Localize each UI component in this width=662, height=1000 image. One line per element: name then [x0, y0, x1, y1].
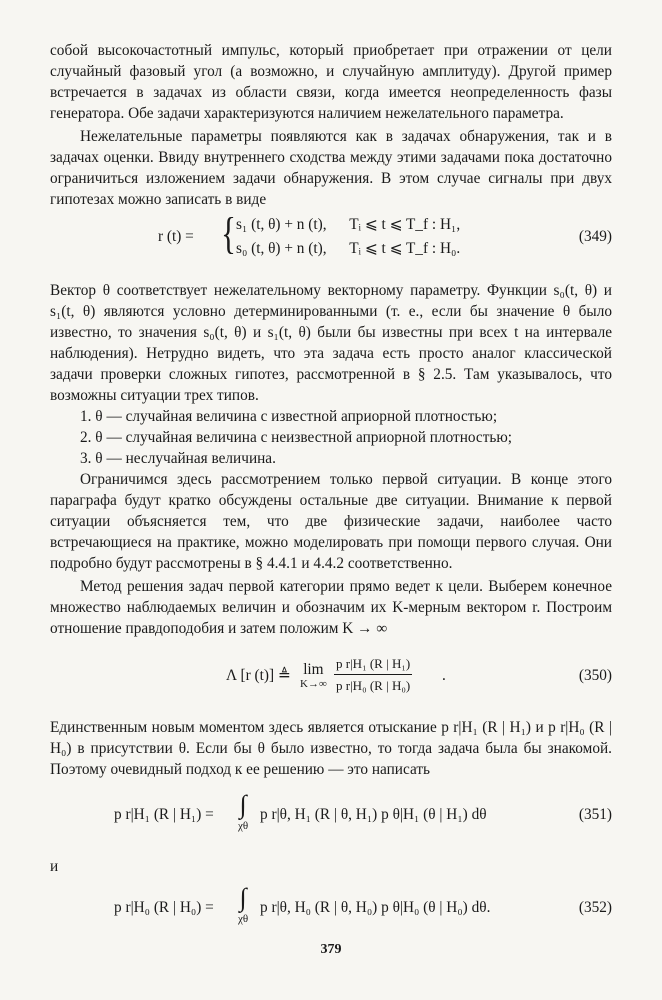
equation-lhs: Λ [r (t)] ≜: [226, 667, 291, 684]
equation-period: .: [442, 667, 446, 684]
equation-row: s₀ (t, θ) + n (t), Tᵢ ⩽ t ⩽ T_f : H₀.: [236, 240, 461, 257]
equation-rhs: p r|θ, H₁ (R | θ, H₁) p θ|H₁ (θ | H₁) dθ: [260, 806, 487, 823]
equation-349: [50, 209, 612, 280]
numerator: p r|H₁ (R | H₁): [334, 653, 412, 675]
integral-sign: ∫: [239, 790, 247, 819]
integral-sign: ∫: [239, 883, 247, 912]
fraction: [334, 653, 412, 696]
list-item: 3. θ — неслучайная величина.: [80, 450, 276, 467]
equation-rhs: p r|θ, H₀ (R | θ, H₀) p θ|H₀ (θ | H₀) dθ.: [260, 899, 491, 916]
page-number: 379: [320, 942, 342, 957]
integral: [238, 885, 248, 927]
paragraph: Ограничимся здесь рассмотрением только первой ситуации. В конце этого параграфа будут кратко обсуждены остальные две ситуации. Внимание к первой ситуации объясняется тем, что две физические задачи, наиболее часто встречающиеся на практике, можно моделировать при помощи первого случая. Они подробно будут рассмотрены в § 4.4.1 и 4.4.2 соответственно.: [50, 471, 612, 572]
list: [50, 406, 612, 469]
paragraph: Нежелательные параметры появляются как в задачах обнаружения, так и в задачах оценки. Ввиду внутреннего сходства между этими задачами пока достаточно ограничиться изложением задачи обнаружения. В этом случае сигналы при двух гипотезах можно записать в виде: [50, 128, 612, 208]
equation-number: (350): [578, 667, 612, 684]
equation-351: [50, 790, 612, 856]
list-item: 1. θ — случайная величина с известной априорной плотностью;: [80, 408, 498, 425]
integral-subscript: χθ: [238, 913, 249, 925]
equation-lhs: p r|H₁ (R | H₁) =: [114, 806, 214, 823]
paragraph: Вектор θ соответствует нежелательному векторному параметру. Функции s₀(t, θ) и s₁(t, θ) являются условно детерминированными (т. е., если бы значение θ было известно, то значения s₀(t, θ) и s₁(t, θ) были бы известны при всех t на интервале наблюдения). Нетрудно видеть, что эта задача есть просто аналог классической задачи проверки сложных гипотез, рассмотренной в § 2.5. Там указывалось, что возможны ситуации трех типов.: [50, 282, 612, 404]
list-item: 2. θ — случайная величина с неизвестной априорной плотностью;: [80, 429, 513, 446]
equation-350: [50, 647, 612, 707]
paragraph: Метод решения задач первой категории прямо ведет к цели. Выберем конечное множество наблюдаемых величин и обозначим их K-мерным вектором r. Построим отношение правдоподобия и затем положим K → ∞: [50, 578, 612, 637]
equation-352: [50, 883, 612, 949]
denominator: p r|H₀ (R | H₀): [336, 678, 411, 693]
brace-icon: {: [221, 209, 236, 258]
limit-operator: lim: [303, 661, 324, 678]
integral-subscript: χθ: [238, 820, 249, 832]
limit-subscript: K→∞: [300, 678, 327, 690]
page-body: [50, 40, 612, 949]
paragraph: Единственным новым моментом здесь является отыскание p r|H₁ (R | H₁) и p r|H₀ (R | H₀) в присутствии θ. Если бы θ было известно, то тогда задача была бы знакомой. Поэтому очевидный подход к ее решению — это написать: [50, 719, 612, 778]
equation-lhs: p r|H₀ (R | H₀) =: [114, 899, 214, 916]
equation-number: (351): [578, 806, 612, 823]
paragraph: и: [50, 858, 59, 875]
equation-number: (352): [578, 899, 612, 916]
equation-number: (349): [578, 228, 612, 245]
equation-row: s₁ (t, θ) + n (t), Tᵢ ⩽ t ⩽ T_f : H₁,: [236, 216, 461, 233]
equation-lhs: r (t) =: [158, 228, 194, 245]
paragraph: собой высокочастотный импульс, который приобретает при отражении от цели случайный фазовый угол (а возможно, и случайную амплитуду). Другой пример встречается в задачах из области связи, когда имеется неопределенность фазы генератора. Обе задачи характеризуются наличием нежелательного параметра.: [50, 42, 612, 122]
integral: [238, 792, 248, 834]
limit: [300, 663, 327, 691]
